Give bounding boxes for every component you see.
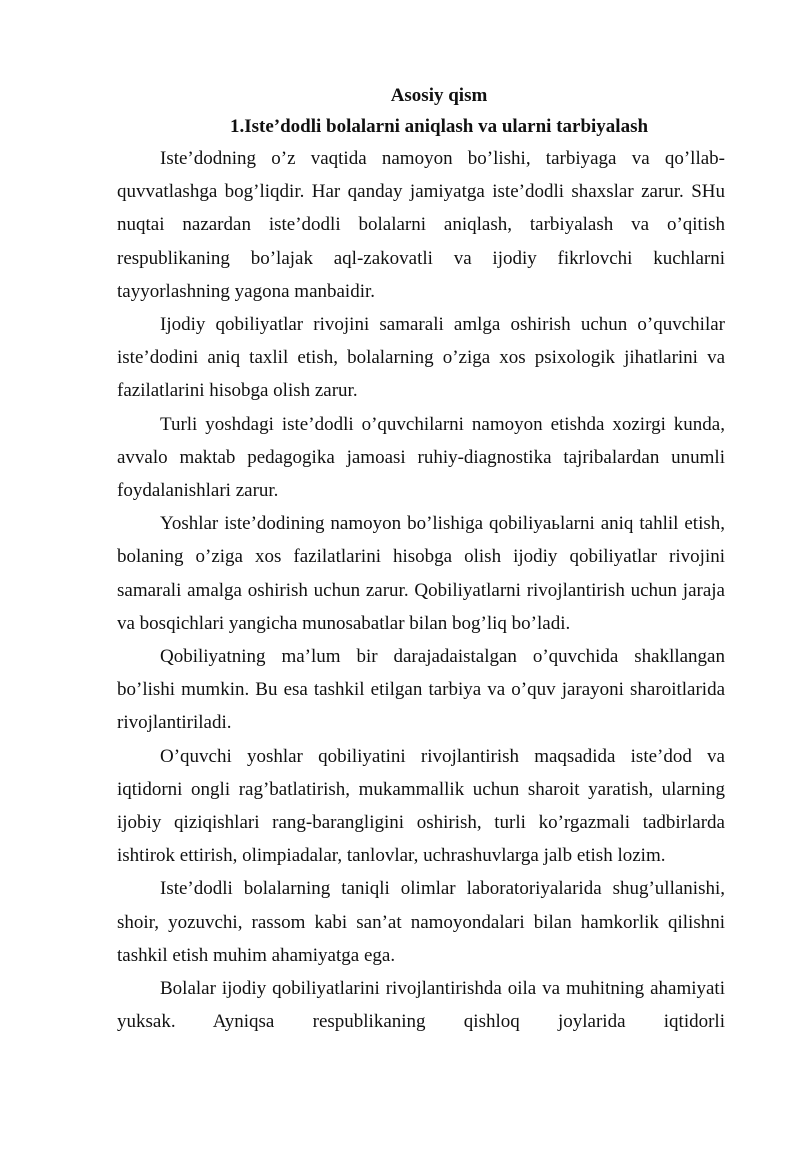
document-body (117, 80, 725, 1038)
paragraph-4: Yoshlar iste’dodining namoyon bo’lishiga qobiliyaьlarni aniq tahlil etish, bolaning o’ziga xos fazilatlarini hisobga olish ijodiy qobiliyatlar rivojini samarali amalga oshirish uchun zarur. Qobiliyatlarni rivojlantirish uchun jaraja va bosqichlari yangicha munosabatlar bilan bog’liq bo’ladi. (117, 513, 725, 634)
section-heading: Asosiy qism (390, 85, 488, 106)
paragraph-6: O’quvchi yoshlar qobiliyatini rivojlantirish maqsadida iste’dod va iqtidorni ongli rag’batlatirish, mukammallik uchun sharoit yaratish, ularning ijobiy qiziqishlari rang-barangligini oshirish, turli ko’rgazmali tadbirlarda ishtirok ettirish, olimpiadalar, tanlovlar, uchrashuvlarga jalb etish lozim. (117, 745, 725, 867)
paragraph-8: Bolalar ijodiy qobiliyatlarini rivojlantirishda oila va muhitning ahamiyati yuksak. Ayniqsa respublikaning qishloq joylarida iqtidorli (117, 978, 725, 1033)
paragraph-2: Ijodiy qobiliyatlar rivojini samarali amlga oshirish uchun o’quvchilar iste’dodini aniq taxlil etish, bolalarning o’ziga xos psixologik jihatlarini va fazilatlarini hisobga olish zarur. (117, 314, 725, 402)
paragraph-5: Qobiliyatning ma’lum bir darajadaistalgan o’quvchida shakllangan bo’lishi mumkin. Bu esa tashkil etilgan tarbiya va o’quv jarayoni sharoitlarida rivojlantiriladi. (117, 646, 725, 734)
chapter-heading: 1.Iste’dodli bolalarni aniqlash va ularni tarbiyalash (229, 116, 649, 137)
paragraph-7: Iste’dodli bolalarning taniqli olimlar laboratoriyalarida shug’ullanishi, shoir, yozuvchi, rassom kabi san’at namoyondalari bilan hamkorlik qilishni tashkil etish muhim ahamiyatga ega. (117, 878, 725, 966)
paragraph-3: Turli yoshdagi iste’dodli o’quvchilarni namoyon etishda xozirgi kunda, avvalo maktab pedagogika jamoasi ruhiy-diagnostika tajribalardan unumli foydalanishlari zarur. (117, 413, 725, 502)
paragraph-1: Iste’dodning o’z vaqtida namoyon bo’lishi, tarbiyaga va qo’llab-quvvatlashga bog’liqdir. Har qanday jamiyatga iste’dodli shaxslar zarur. SHu nuqtai nazardan iste’dodli bolalarni aniqlash, tarbiyalash va o’qitish respublikaning bo’lajak aql-zakovatli va ijodiy fikrlovchi kuchlarni tayyorlashning yagona manbaidir. (117, 148, 725, 302)
